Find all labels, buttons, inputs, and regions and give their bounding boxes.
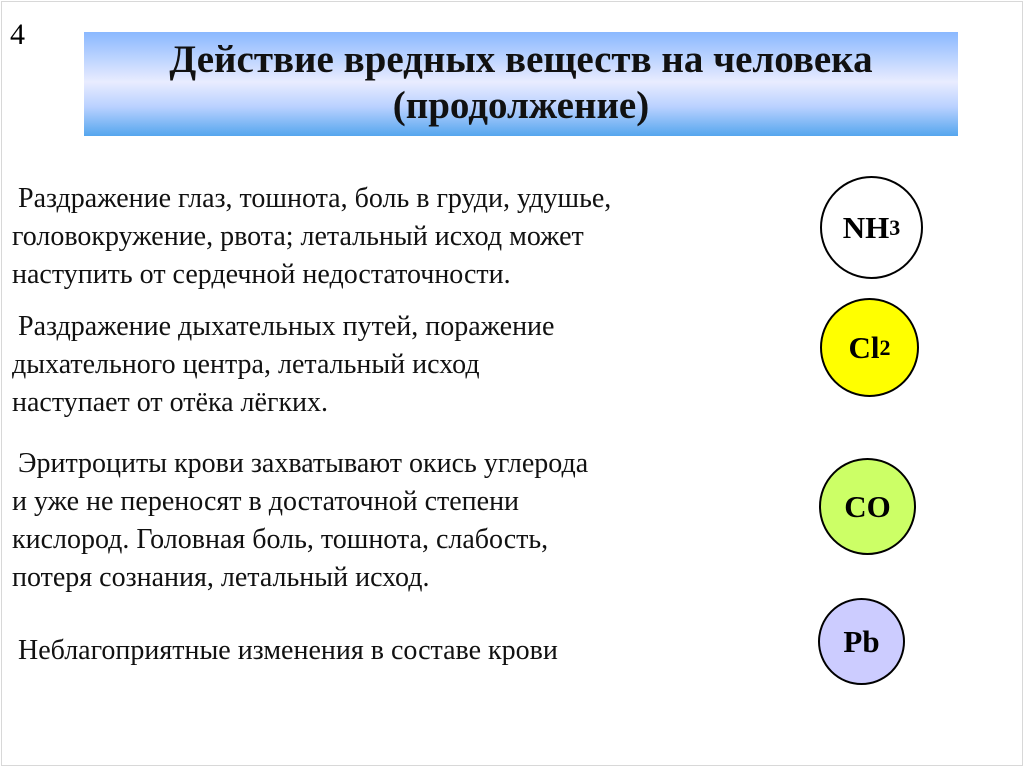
nh3-description-line-2: головокружение, рвота; летальный исход может [12, 221, 584, 252]
pb-description [18, 632, 558, 670]
nh3-description [12, 180, 612, 294]
nh3-description-line-3: наступить от сердечной недостаточности. [12, 259, 511, 290]
pb-symbol: Pb [843, 623, 880, 659]
nh3-description-line-1: Раздражение глаз, тошнота, боль в груди, удушье, [18, 183, 612, 214]
co-description-line-2: и уже не переносят в достаточной степени [12, 486, 520, 517]
cl2-badge: Cl 2 [820, 298, 919, 397]
nh3-badge: NH 3 [820, 176, 923, 279]
co-description [12, 445, 589, 597]
cl2-description [12, 308, 555, 422]
cl2-description-line-2: дыхательного центра, летальный исход [12, 349, 480, 380]
cl2-symbol: Cl [848, 329, 880, 365]
slide-title [84, 37, 958, 129]
slide-number: 4 [10, 18, 25, 51]
nh3-symbol: NH [842, 209, 890, 245]
co-badge [819, 458, 916, 555]
slide-title-line-1: Действие вредных веществ на человека [169, 38, 873, 81]
co-description-line-1: Эритроциты крови захватывают окись углерода [18, 448, 589, 479]
co-description-line-3: кислород. Головная боль, тошнота, слабость, [12, 524, 549, 555]
co-symbol: CO [844, 488, 891, 524]
pb-badge [818, 598, 905, 685]
cl2-description-line-1: Раздражение дыхательных путей, поражение [18, 311, 555, 342]
co-description-line-4: потеря сознания, летальный исход. [12, 562, 430, 593]
cl2-description-line-3: наступает от отёка лёгких. [12, 387, 329, 418]
slide-title-line-2: (продолжение) [392, 84, 650, 127]
pb-description-line-1: Неблагоприятные изменения в составе крови [18, 635, 558, 666]
